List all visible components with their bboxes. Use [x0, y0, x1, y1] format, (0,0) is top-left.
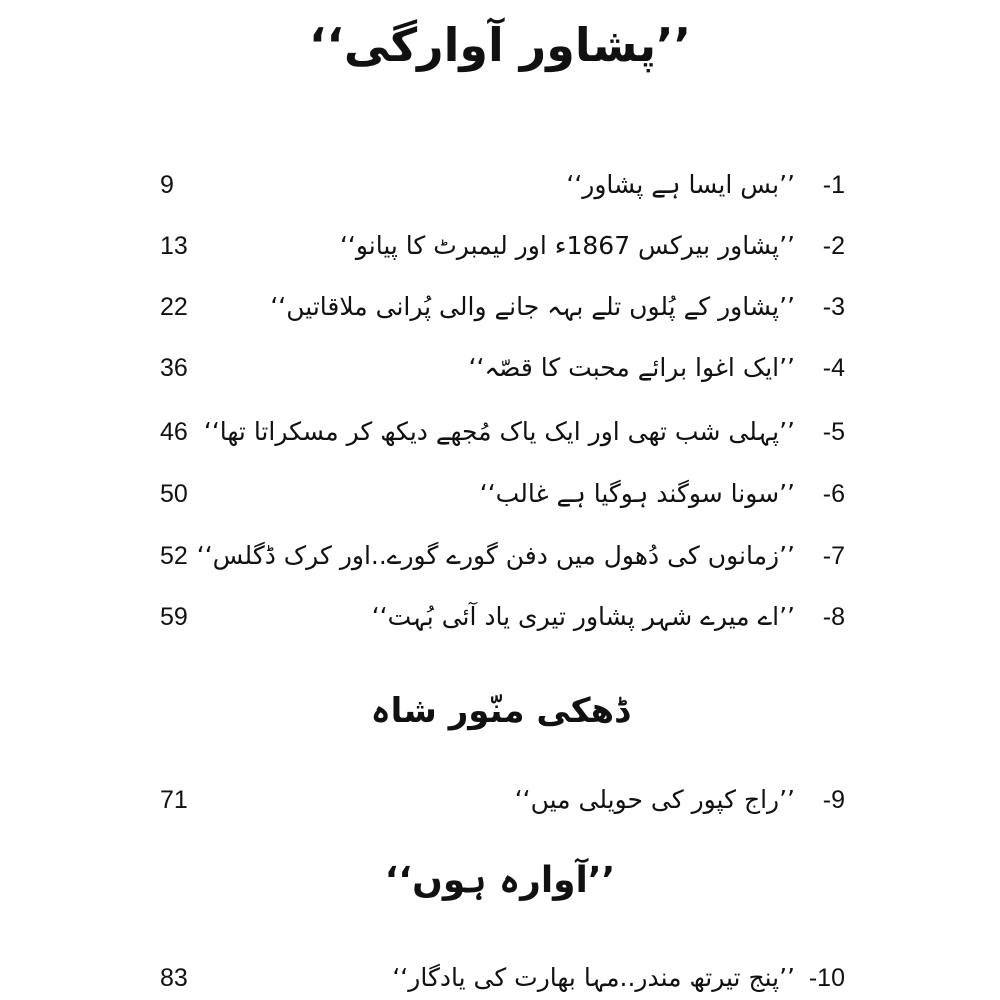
toc-entry[interactable]: [0, 956, 1000, 1000]
toc-title: ’’اے میرے شہر پشاور تیری یاد آئی بُہت‘‘: [371, 602, 795, 631]
toc-entry-number: -1: [822, 171, 845, 199]
toc-title: ’’پشاور کے پُلوں تلے بہہ جانے والی پُرانی ملاقاتیں‘‘: [270, 292, 795, 321]
toc-entry[interactable]: [0, 410, 1000, 454]
toc-title: ’’ایک اغوا برائے محبت کا قصّہ‘‘: [468, 353, 795, 382]
toc-title: ’’بس ایسا ہے پشاور‘‘: [566, 170, 795, 199]
toc-entry-number: -3: [822, 293, 845, 321]
toc-entry-number: -5: [822, 418, 845, 446]
toc-page-number: 36: [160, 354, 188, 382]
toc-title: ’’سونا سوگند ہوگیا ہے غالب‘‘: [479, 479, 795, 508]
toc-entry[interactable]: [0, 346, 1000, 390]
toc-title: ’’راج کپور کی حویلی میں‘‘: [514, 785, 795, 814]
toc-page-number: 59: [160, 603, 188, 631]
toc-title: ’’پنج تیرتھ مندر..مہا بھارت کی یادگار‘‘: [392, 963, 795, 992]
section-heading-awara-hoon: ’’آوارہ ہوں‘‘: [384, 860, 616, 901]
toc-page-number: 46: [160, 418, 188, 446]
toc-page-number: 50: [160, 480, 188, 508]
toc-title: ’’پشاور بیرکس 1867ء اور لیمبرٹ کا پیانو‘‘: [339, 231, 795, 260]
toc-entry-number: -10: [808, 964, 845, 992]
toc-page-number: 9: [160, 171, 174, 199]
toc-entry-number: -9: [822, 786, 845, 814]
toc-entry-number: -6: [822, 480, 845, 508]
toc-entry[interactable]: [0, 285, 1000, 329]
toc-entry[interactable]: [0, 595, 1000, 639]
toc-page-number: 83: [160, 964, 188, 992]
toc-entry[interactable]: [0, 224, 1000, 268]
toc-entry-number: -7: [822, 542, 845, 570]
toc-page-number: 22: [160, 293, 188, 321]
toc-entry[interactable]: [0, 163, 1000, 207]
toc-page-number: 52: [160, 542, 188, 570]
section-heading-dhaki-munawar-shah: ڈھکی منّور شاہ: [370, 691, 630, 731]
toc-entry[interactable]: [0, 778, 1000, 822]
toc-title: ’’پہلی شب تھی اور ایک یاک مُجھے دیکھ کر مسکراتا تھا‘‘: [203, 417, 795, 446]
toc-page-number: 13: [160, 232, 188, 260]
toc-entry[interactable]: [0, 534, 1000, 578]
toc-page-number: 71: [160, 786, 188, 814]
toc-title: ’’زمانوں کی دُھول میں دفن گورے گورے..اور کرک ڈگلس‘‘: [196, 541, 795, 570]
toc-entry[interactable]: [0, 472, 1000, 516]
toc-entry-number: -2: [822, 232, 845, 260]
toc-entry-number: -8: [822, 603, 845, 631]
section-heading-peshawar-awargi: ’’پشاور آوارگی‘‘: [308, 18, 692, 72]
toc-entry-number: -4: [822, 354, 845, 382]
